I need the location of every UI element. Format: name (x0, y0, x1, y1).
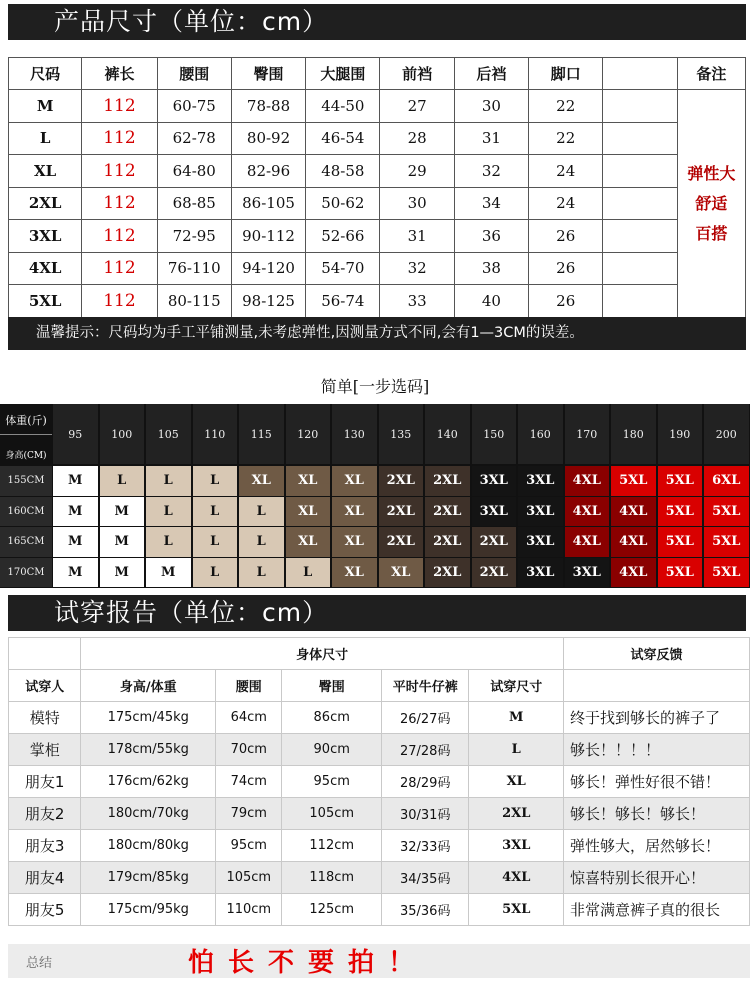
summary-label: 总结 (26, 956, 53, 971)
blank-cell (9, 638, 81, 670)
weight-header-cell: 200 (704, 404, 749, 464)
fit-cell: 175cm/45kg (81, 702, 216, 734)
remark-line: 舒适 (695, 193, 728, 213)
selector-size-cell: 6XL (704, 466, 749, 496)
fit-cell: 4XL (469, 862, 564, 894)
fit-cell: 朋友4 (9, 862, 81, 894)
fit-header-cell: 试穿尺寸 (469, 670, 564, 702)
size-header-cell: 备注 (677, 58, 745, 90)
selector-size-cell: L (239, 497, 284, 527)
size-cell: 30 (454, 90, 528, 123)
feedback-header: 试穿反馈 (563, 638, 749, 670)
selector-size-cell: L (146, 527, 191, 557)
fit-cell: 够长！够长！够长！ (563, 798, 749, 830)
fit-header-cell: 臀围 (282, 670, 382, 702)
fit-cell: 105cm (216, 862, 282, 894)
size-cell: 32 (380, 252, 454, 285)
size-chart-header-row (9, 58, 746, 90)
fit-cell: 74cm (216, 766, 282, 798)
selector-size-cell: L (146, 466, 191, 496)
size-cell: 26 (529, 285, 603, 318)
size-cell: 86-105 (231, 187, 305, 220)
fit-cell: 175cm/95kg (81, 894, 216, 926)
size-cell: XL (9, 155, 82, 188)
selector-size-cell: 5XL (658, 527, 703, 557)
size-cell: 46-54 (306, 122, 380, 155)
size-cell: 5XL (9, 285, 82, 318)
fit-cell: 86cm (282, 702, 382, 734)
fit-cell: 掌柜 (9, 734, 81, 766)
selector-size-cell: 4XL (611, 558, 656, 588)
height-axis-label: 身高(CM) (5, 450, 47, 461)
fit-cell: 34/35码 (381, 862, 468, 894)
size-header-cell: 前裆 (380, 58, 454, 90)
height-header-cell: 155CM (0, 466, 52, 496)
fit-row (9, 830, 750, 862)
size-cell: 112 (82, 187, 157, 220)
fit-cell: 26/27码 (381, 702, 468, 734)
selector-size-cell: 5XL (658, 558, 703, 588)
size-cell: 112 (82, 122, 157, 155)
selector-title: 简单[一步选码] (320, 377, 430, 396)
fit-row (9, 798, 750, 830)
selector-size-cell: XL (332, 527, 377, 557)
selector-size-cell: 2XL (379, 466, 424, 496)
size-cell: 80-92 (231, 122, 305, 155)
fit-cell: 110cm (216, 894, 282, 926)
fit-cell: 118cm (282, 862, 382, 894)
selector-size-cell: 3XL (565, 558, 610, 588)
fit-cell: M (469, 702, 564, 734)
size-cell: 82-96 (231, 155, 305, 188)
size-cell: 26 (529, 252, 603, 285)
selector-size-cell: 4XL (565, 497, 610, 527)
fit-cell: 朋友1 (9, 766, 81, 798)
size-cell: 26 (529, 220, 603, 253)
selector-size-cell: M (100, 527, 145, 557)
weight-header-cell: 180 (611, 404, 656, 464)
selector-size-cell: XL (239, 466, 284, 496)
fit-cell: 够长！弹性好很不错！ (563, 766, 749, 798)
fit-cell: 32/33码 (381, 830, 468, 862)
fit-cell: 79cm (216, 798, 282, 830)
selector-size-cell: M (146, 558, 191, 588)
height-header-cell: 160CM (0, 497, 52, 527)
selector-size-cell: 4XL (611, 527, 656, 557)
size-cell: 4XL (9, 252, 82, 285)
size-cell: 31 (380, 220, 454, 253)
blank-cell (603, 252, 677, 285)
selector-size-cell: XL (332, 466, 377, 496)
size-cell: 56-74 (306, 285, 380, 318)
blank-cell (603, 220, 677, 253)
selector-size-cell: L (193, 558, 238, 588)
size-cell: 112 (82, 90, 157, 123)
selector-size-cell: L (193, 527, 238, 557)
size-cell: 78-88 (231, 90, 305, 123)
remark-line: 弹性大 (687, 163, 736, 183)
size-row (9, 220, 746, 253)
selector-size-cell: 5XL (611, 466, 656, 496)
fit-cell: 105cm (282, 798, 382, 830)
fit-header-cell (563, 670, 749, 702)
weight-header-cell: 95 (53, 404, 98, 464)
size-cell: 98-125 (231, 285, 305, 318)
size-cell: 32 (454, 155, 528, 188)
fit-group-header-row (9, 638, 750, 670)
selector-size-cell: XL (286, 466, 331, 496)
size-cell: 27 (380, 90, 454, 123)
fit-cell: 模特 (9, 702, 81, 734)
size-cell: 62-78 (157, 122, 231, 155)
fit-cell: 3XL (469, 830, 564, 862)
size-cell: 3XL (9, 220, 82, 253)
fit-row (9, 862, 750, 894)
selector-size-cell: XL (286, 527, 331, 557)
size-row (9, 122, 746, 155)
selector-size-cell: 2XL (379, 497, 424, 527)
selector-size-cell: XL (332, 558, 377, 588)
measurement-tip: 温馨提示：尺码均为手工平铺测量,未考虑弹性,因测量方式不同,会有1—3CM的误差。 (8, 317, 746, 350)
size-cell: 24 (529, 155, 603, 188)
size-cell: 36 (454, 220, 528, 253)
selector-size-cell: 2XL (379, 527, 424, 557)
selector-size-cell: 5XL (704, 497, 749, 527)
fit-header-cell: 平时牛仔裤 (381, 670, 468, 702)
selector-size-cell: L (286, 558, 331, 588)
fit-header-cell: 试穿人 (9, 670, 81, 702)
size-cell: 44-50 (306, 90, 380, 123)
weight-header-cell: 115 (239, 404, 284, 464)
size-cell: 33 (380, 285, 454, 318)
size-chart-table (8, 57, 746, 318)
fit-cell: 惊喜特别长很开心！ (563, 862, 749, 894)
size-cell: 60-75 (157, 90, 231, 123)
fit-cell: XL (469, 766, 564, 798)
corner-divider (0, 434, 52, 435)
selector-size-cell: 3XL (518, 527, 563, 557)
fit-cell: 30/31码 (381, 798, 468, 830)
size-row (9, 90, 746, 123)
fit-row (9, 894, 750, 926)
fit-cell: 朋友3 (9, 830, 81, 862)
size-header-cell: 尺码 (9, 58, 82, 90)
fit-cell: 朋友2 (9, 798, 81, 830)
size-selector-grid (0, 404, 750, 588)
size-row (9, 252, 746, 285)
selector-size-cell: 5XL (658, 497, 703, 527)
weight-header-cell: 110 (193, 404, 238, 464)
size-cell: 94-120 (231, 252, 305, 285)
size-header-cell: 臀围 (231, 58, 305, 90)
size-cell: 30 (380, 187, 454, 220)
fit-cell: 27/28码 (381, 734, 468, 766)
weight-header-cell: 105 (146, 404, 191, 464)
size-cell: 54-70 (306, 252, 380, 285)
fit-header-row (9, 670, 750, 702)
summary-text: 怕长不要拍！ (188, 948, 429, 978)
selector-size-cell: M (100, 497, 145, 527)
size-cell: 112 (82, 220, 157, 253)
selector-size-cell: M (53, 558, 98, 588)
fit-report-title: 试穿报告（单位：cm） (8, 595, 746, 631)
selector-size-cell: 5XL (704, 558, 749, 588)
fit-cell: 5XL (469, 894, 564, 926)
selector-size-cell: 2XL (472, 558, 517, 588)
fit-cell: 178cm/55kg (81, 734, 216, 766)
size-header-cell (603, 58, 677, 90)
size-cell: 34 (454, 187, 528, 220)
fit-cell: 2XL (469, 798, 564, 830)
fit-cell: 90cm (282, 734, 382, 766)
size-cell: 112 (82, 155, 157, 188)
selector-size-cell: L (239, 558, 284, 588)
fit-report-table (8, 637, 750, 926)
selector-size-cell: L (239, 527, 284, 557)
fit-header-cell: 身高/体重 (81, 670, 216, 702)
height-header-cell: 165CM (0, 527, 52, 557)
remark-cell (677, 90, 745, 318)
selector-size-cell: 3XL (518, 466, 563, 496)
selector-size-cell: 2XL (425, 497, 470, 527)
fit-cell: L (469, 734, 564, 766)
selector-size-cell: 2XL (472, 527, 517, 557)
weight-header-cell: 190 (658, 404, 703, 464)
fit-cell: 朋友5 (9, 894, 81, 926)
weight-header-cell: 120 (286, 404, 331, 464)
size-cell: 22 (529, 122, 603, 155)
size-cell: 112 (82, 285, 157, 318)
size-header-cell: 后裆 (454, 58, 528, 90)
size-header-cell: 大腿围 (306, 58, 380, 90)
fit-cell: 70cm (216, 734, 282, 766)
selector-size-cell: 2XL (425, 558, 470, 588)
selector-size-cell: M (100, 558, 145, 588)
selector-size-cell: 3XL (472, 466, 517, 496)
fit-cell: 125cm (282, 894, 382, 926)
size-cell: 80-115 (157, 285, 231, 318)
selector-size-cell: 3XL (518, 497, 563, 527)
fit-cell: 非常满意裤子真的很长 (563, 894, 749, 926)
blank-cell (603, 187, 677, 220)
selector-size-cell: L (146, 497, 191, 527)
size-header-cell: 裤长 (82, 58, 157, 90)
fit-row (9, 734, 750, 766)
fit-row (9, 766, 750, 798)
weight-header-cell: 130 (332, 404, 377, 464)
weight-header-cell: 170 (565, 404, 610, 464)
weight-axis-label: 体重(斤) (5, 414, 47, 427)
fit-cell: 终于找到够长的裤子了 (563, 702, 749, 734)
size-cell: 28 (380, 122, 454, 155)
size-cell: 90-112 (231, 220, 305, 253)
selector-size-cell: L (193, 466, 238, 496)
fit-header-cell: 腰围 (216, 670, 282, 702)
fit-cell: 95cm (282, 766, 382, 798)
selector-size-cell: XL (332, 497, 377, 527)
selector-size-cell: M (53, 466, 98, 496)
size-cell: M (9, 90, 82, 123)
size-cell: 50-62 (306, 187, 380, 220)
blank-cell (603, 122, 677, 155)
weight-header-cell: 140 (425, 404, 470, 464)
weight-header-cell: 100 (100, 404, 145, 464)
fit-cell: 弹性够大，居然够长！ (563, 830, 749, 862)
weight-header-cell: 150 (472, 404, 517, 464)
blank-cell (603, 285, 677, 318)
fit-cell: 够长！！！！ (563, 734, 749, 766)
selector-size-cell: L (100, 466, 145, 496)
size-header-cell: 腰围 (157, 58, 231, 90)
size-row (9, 187, 746, 220)
selector-size-cell: 5XL (658, 466, 703, 496)
size-header-cell: 脚口 (529, 58, 603, 90)
fit-cell: 179cm/85kg (81, 862, 216, 894)
size-chart-title: 产品尺寸（单位：cm） (8, 4, 746, 40)
size-cell: 64-80 (157, 155, 231, 188)
size-cell: 29 (380, 155, 454, 188)
blank-cell (603, 155, 677, 188)
selector-size-cell: M (53, 497, 98, 527)
size-cell: 40 (454, 285, 528, 318)
body-size-header: 身体尺寸 (81, 638, 564, 670)
size-cell: 24 (529, 187, 603, 220)
selector-size-cell: XL (286, 497, 331, 527)
blank-cell (603, 90, 677, 123)
size-cell: 72-95 (157, 220, 231, 253)
selector-size-cell: 4XL (565, 466, 610, 496)
selector-size-cell: M (53, 527, 98, 557)
remark-line: 百搭 (695, 223, 728, 243)
size-cell: 112 (82, 252, 157, 285)
selector-size-cell: 2XL (425, 527, 470, 557)
size-cell: 52-66 (306, 220, 380, 253)
fit-cell: 95cm (216, 830, 282, 862)
size-cell: 76-110 (157, 252, 231, 285)
size-cell: 48-58 (306, 155, 380, 188)
size-cell: 68-85 (157, 187, 231, 220)
size-cell: 22 (529, 90, 603, 123)
size-row (9, 285, 746, 318)
selector-size-cell: 3XL (472, 497, 517, 527)
selector-size-cell: 2XL (425, 466, 470, 496)
size-cell: 31 (454, 122, 528, 155)
selector-size-cell: 4XL (565, 527, 610, 557)
fit-cell: 28/29码 (381, 766, 468, 798)
size-cell: 38 (454, 252, 528, 285)
fit-cell: 180cm/70kg (81, 798, 216, 830)
selector-size-cell: 5XL (704, 527, 749, 557)
size-cell: 2XL (9, 187, 82, 220)
selector-size-cell: XL (379, 558, 424, 588)
fit-cell: 176cm/62kg (81, 766, 216, 798)
fit-row (9, 702, 750, 734)
fit-cell: 35/36码 (381, 894, 468, 926)
fit-cell: 112cm (282, 830, 382, 862)
size-row (9, 155, 746, 188)
summary-bar (8, 944, 750, 978)
selector-size-cell: 3XL (518, 558, 563, 588)
fit-cell: 64cm (216, 702, 282, 734)
fit-cell: 180cm/80kg (81, 830, 216, 862)
weight-header-cell: 135 (379, 404, 424, 464)
height-header-cell: 170CM (0, 558, 52, 588)
weight-header-cell: 160 (518, 404, 563, 464)
selector-size-cell: L (193, 497, 238, 527)
size-cell: L (9, 122, 82, 155)
selector-size-cell: 4XL (611, 497, 656, 527)
